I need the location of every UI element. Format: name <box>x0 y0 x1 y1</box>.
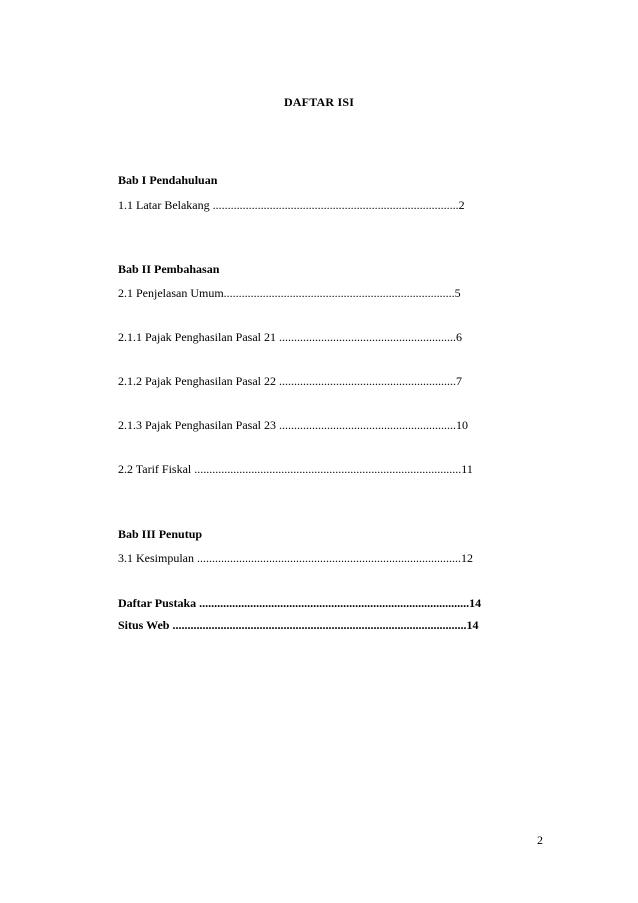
toc-entry: 2.1.1 Pajak Penghasilan Pasal 21 ...........................................................6 <box>118 330 462 344</box>
toc-entry: 3.1 Kesimpulan ........................................................................................12 <box>118 551 473 565</box>
toc-entry: 2.1.3 Pajak Penghasilan Pasal 23 ...........................................................10 <box>118 418 468 432</box>
toc-entry: 2.2 Tarif Fiskal .........................................................................................11 <box>118 462 473 476</box>
page-title: DAFTAR ISI <box>283 95 355 109</box>
toc-entry: 2.1.2 Pajak Penghasilan Pasal 22 ...........................................................7 <box>118 374 462 388</box>
chapter-heading: Bab III Penutup <box>118 527 203 541</box>
toc-entry: 1.1 Latar Belakang ..................................................................................2 <box>118 198 465 212</box>
chapter-heading: Bab I Pendahuluan <box>118 173 218 187</box>
toc-entry-bold: Situs Web ..................................................................................................14 <box>118 618 479 632</box>
chapter-heading: Bab II Pembahasan <box>118 262 220 276</box>
toc-entry-bold: Daftar Pustaka ..........................................................................................14 <box>118 596 482 610</box>
toc-entry: 2.1 Penjelasan Umum.............................................................................5 <box>118 286 461 300</box>
page-number: 2 <box>537 833 543 847</box>
